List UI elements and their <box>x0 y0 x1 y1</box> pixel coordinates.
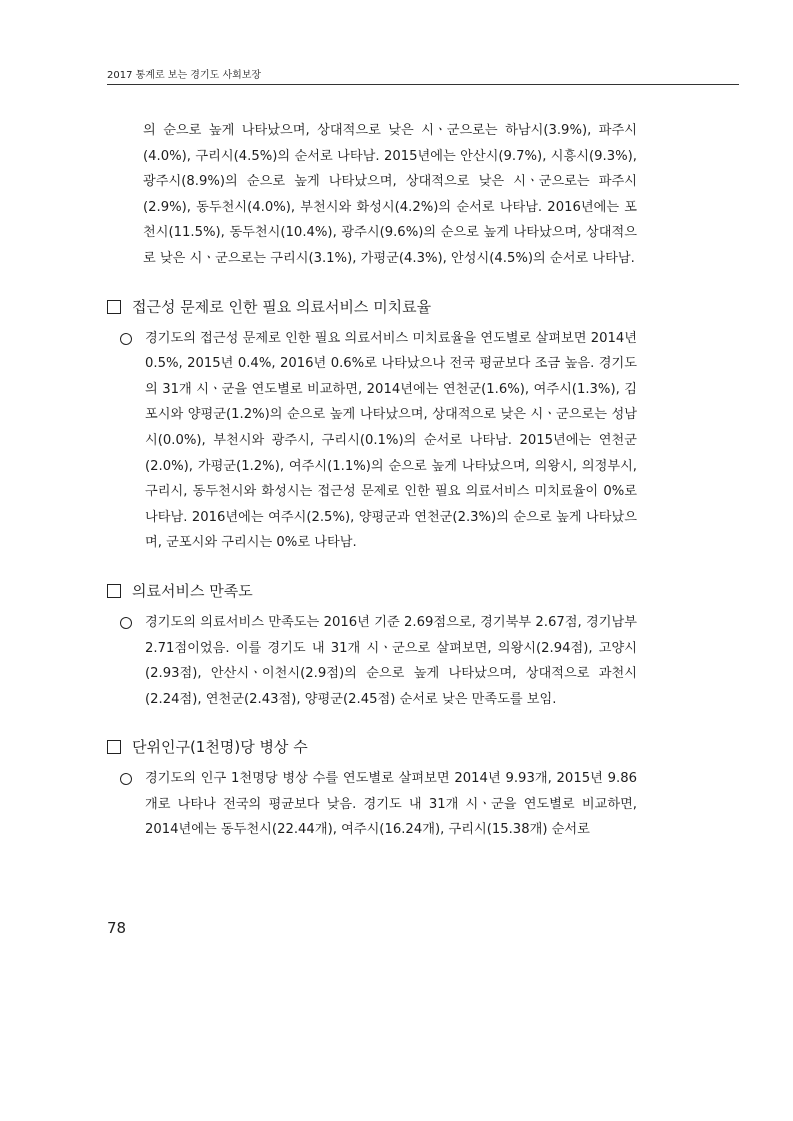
circle-bullet-icon <box>120 617 132 629</box>
bullet-text: 경기도의 의료서비스 만족도는 2016년 기준 2.69점으로, 경기북부 2.67점, 경기남부 2.71점이었음. 이를 경기도 내 31개 시ㆍ군으로 살펴보면, 의왕시(2.94점), 고양시(2.93점), 안산시ㆍ이천시(2.9점)의 순으로 높게 나타났으며, 상대적으로 과천시(2.24점), 연천군(2.43점), 양평군(2.45점) 순서로 낮은 만족도를 보임. <box>145 614 637 707</box>
section-heading <box>107 578 637 604</box>
page-number: 78 <box>107 919 127 937</box>
section-medical-satisfaction <box>107 578 637 712</box>
running-header: 2017 통계로 보는 경기도 사회보장 <box>107 70 262 81</box>
bullet-item <box>107 610 637 712</box>
bullet-text: 경기도의 인구 1천명당 병상 수를 연도별로 살펴보면 2014년 9.93개, 2015년 9.86개로 나타나 전국의 평균보다 낮음. 경기도 내 31개 시ㆍ군을 연도별로 비교하면, 2014년에는 동두천시(22.44개), 여주시(16.24개), 구리시(15.38개) 순서로 <box>145 771 637 838</box>
bullet-item <box>107 326 637 556</box>
section-heading <box>107 734 637 760</box>
bullet-item <box>107 766 637 843</box>
section-heading-text: 단위인구(1천명)당 병상 수 <box>132 738 308 757</box>
header-rule <box>107 84 739 85</box>
section-heading-text: 의료서비스 만족도 <box>132 581 253 600</box>
section-heading <box>107 294 637 320</box>
page-body <box>107 118 637 843</box>
square-bullet-icon <box>107 300 121 314</box>
bullet-text: 경기도의 접근성 문제로 인한 필요 의료서비스 미치료율을 연도별로 살펴보면 2014년 0.5%, 2015년 0.4%, 2016년 0.6%로 나타났으나 전국 평균보다 조금 높음. 경기도의 31개 시ㆍ군을 연도별로 비교하면, 2014년에는 연천군(1.6%), 여주시(1.3%), 김포시와 양평군(1.2%)의 순으로 높게 나타났으며, 상대적으로 낮은 시ㆍ군으로는 성남시(0.0%), 부천시와 광주시, 구리시(0.1%)의 순서로 나타남. 2015년에는 연천군(2.0%), 가평군(1.2%), 여주시(1.1%)의 순으로 높게 나타났으며, 의왕시, 의정부시, 구리시, 동두천시와 화성시는 접근성 문제로 인한 필요 의료서비스 미치료율이 0%로 나타남. 2016년에는 여주시(2.5%), 양평군과 연천군(2.3%)의 순으로 높게 나타났으며, 군포시와 구리시는 0%로 나타남. <box>145 330 637 551</box>
section-beds-per-1000 <box>107 734 637 843</box>
circle-bullet-icon <box>120 333 132 345</box>
section-heading-text: 접근성 문제로 인한 필요 의료서비스 미치료율 <box>132 297 432 316</box>
square-bullet-icon <box>107 740 121 754</box>
circle-bullet-icon <box>120 773 132 785</box>
section-access-untreated <box>107 294 637 556</box>
square-bullet-icon <box>107 584 121 598</box>
intro-paragraph: 의 순으로 높게 나타났으며, 상대적으로 낮은 시ㆍ군으로는 하남시(3.9%), 파주시(4.0%), 구리시(4.5%)의 순서로 나타남. 2015년에는 안산시(9.7%), 시흥시(9.3%), 광주시(8.9%)의 순으로 높게 나타났으며, 상대적으로 낮은 시ㆍ군으로는 파주시(2.9%), 동두천시(4.0%), 부천시와 화성시(4.2%)의 순서로 나타남. 2016년에는 포천시(11.5%), 동두천시(10.4%), 광주시(9.6%)의 순으로 높게 나타났으며, 상대적으로 낮은 시ㆍ군으로는 구리시(3.1%), 가평군(4.3%), 안성시(4.5%)의 순서로 나타남. <box>143 123 637 266</box>
